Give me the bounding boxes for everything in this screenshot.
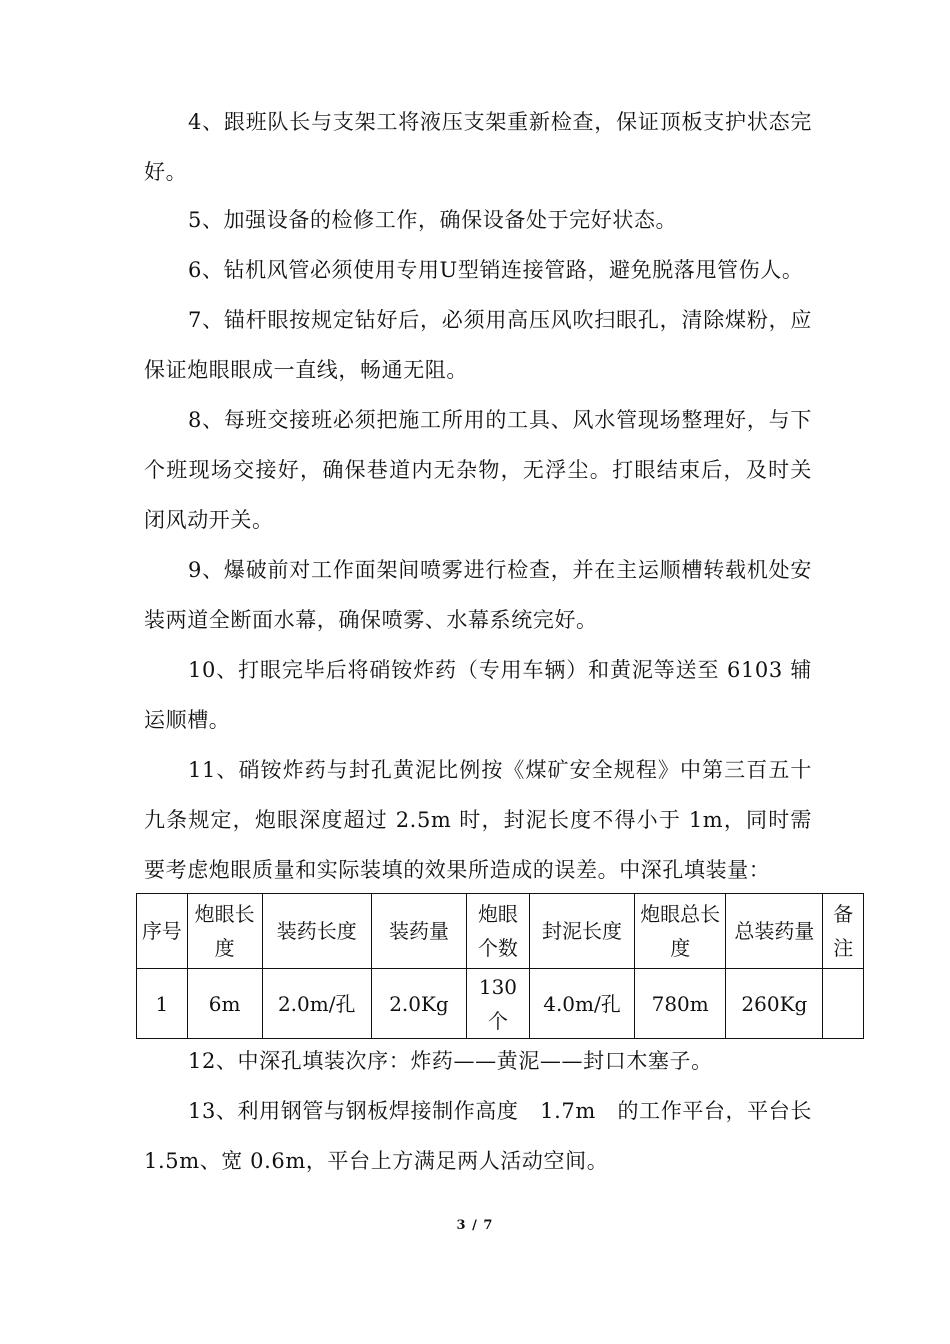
cell-hole-count: 130个 — [467, 969, 530, 1039]
charge-quantity-table — [136, 893, 864, 1039]
page-number: 3 / 7 — [456, 1218, 494, 1233]
cell-total-hole-length: 780m — [635, 969, 726, 1039]
paragraph-item-10: 10、打眼完毕后将硝铵炸药（专用车辆）和黄泥等送至 6103 辅运顺槽。 — [144, 658, 812, 732]
paragraph-item-12: 12、中深孔填装次序：炸药——黄泥——封口木塞子。 — [188, 1049, 713, 1073]
header-stemming-length: 封泥长度 — [529, 894, 634, 969]
header-serial-number: 序号 — [137, 894, 188, 969]
cell-serial-number: 1 — [137, 969, 188, 1039]
paragraph-item-13: 13、利用钢管与钢板焊接制作高度 1.7m 的工作平台，平台长1.5m、宽 0.6m，平台上方满足两人活动空间。 — [144, 1099, 812, 1173]
paragraph-item-9: 9、爆破前对工作面架间喷雾进行检查，并在主运顺槽转载机处安装两道全断面水幕，确保喷雾、水幕系统完好。 — [144, 558, 812, 632]
header-remarks: 备注 — [823, 894, 864, 969]
cell-charge-length: 2.0m/孔 — [262, 969, 371, 1039]
paragraph-item-7: 7、锚杆眼按规定钻好后，必须用高压风吹扫眼孔，清除煤粉，应保证炮眼眼成一直线，畅通无阻。 — [144, 308, 812, 382]
paragraph-item-4: 4、跟班队长与支架工将液压支架重新检查，保证顶板支护状态完好。 — [144, 110, 812, 184]
cell-hole-length: 6m — [187, 969, 262, 1039]
table-row — [137, 969, 864, 1039]
header-total-hole-length: 炮眼总长度 — [635, 894, 726, 969]
paragraph-item-6: 6、钻机风管必须使用专用U型销连接管路，避免脱落甩管伤人。 — [188, 258, 804, 282]
paragraph-item-5: 5、加强设备的检修工作，确保设备处于完好状态。 — [188, 208, 678, 232]
header-hole-length: 炮眼长度 — [187, 894, 262, 969]
table-header-row — [137, 894, 864, 969]
cell-total-charge: 260Kg — [726, 969, 823, 1039]
header-charge-amount: 装药量 — [371, 894, 466, 969]
header-charge-length: 装药长度 — [262, 894, 371, 969]
cell-charge-amount: 2.0Kg — [371, 969, 466, 1039]
cell-stemming-length: 4.0m/孔 — [529, 969, 634, 1039]
paragraph-item-11: 11、硝铵炸药与封孔黄泥比例按《煤矿安全规程》中第三百五十九条规定，炮眼深度超过 2.5m 时，封泥长度不得小于 1m，同时需要考虑炮眼质量和实际装填的效果所造成的误差。中深孔填装量： — [144, 758, 812, 882]
paragraph-item-8: 8、每班交接班必须把施工所用的工具、风水管现场整理好，与下个班现场交接好，确保巷道内无杂物，无浮尘。打眼结束后，及时关闭风动开关。 — [144, 408, 812, 532]
cell-remarks — [823, 969, 864, 1039]
header-total-charge: 总装药量 — [726, 894, 823, 969]
header-hole-count: 炮眼个数 — [467, 894, 530, 969]
